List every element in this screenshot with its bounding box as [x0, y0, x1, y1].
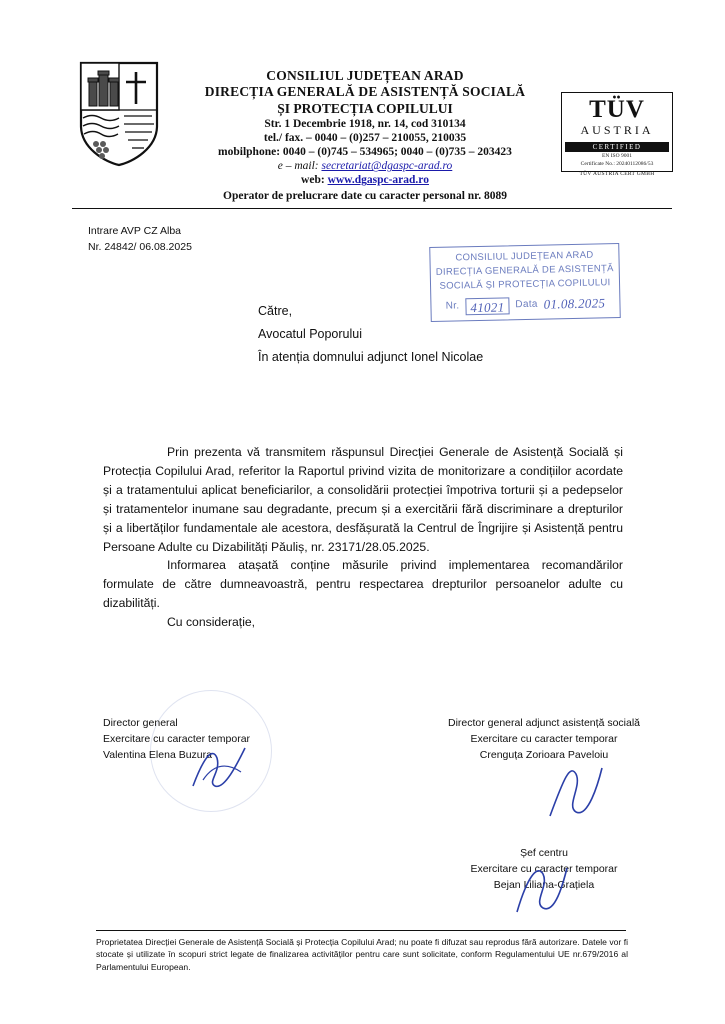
org-address: Str. 1 Decembrie 1918, nr. 14, cod 310134	[264, 118, 466, 131]
tuv-issuer: TÜV AUSTRIA CERT GMBH	[579, 170, 655, 177]
addressee-line-1: Către,	[258, 304, 293, 318]
body-paragraph-1: Prin prezenta vă transmitem răspunsul Direcției Generale de Asistență Socială și Protecția Copilului Arad, referitor la Raportul privind vizita de monitorizare a condițiilor acordate și a tratamentului aplicat beneficiarilor, a consolidării protecției împotriva torturii și a pedepselor și tratamentelor inumane sau degradante, precum și a exercitării fără discriminare a drepturilor și a libertăților fundamentale ale acestora, desfășurată la Centrul de Îngrijire și Asistență pentru Persoane Adulte cu Dizabilități Păuliș, nr. 23171/28.05.2025.	[103, 445, 623, 554]
data-operator-note: Operator de prelucrare date cu caracter personal nr. 8089	[223, 190, 507, 202]
org-email-label: e – mail:	[277, 160, 319, 173]
signature-left-subtitle: Exercitare cu caracter temporar	[103, 732, 251, 745]
signature-mark-right	[540, 760, 610, 820]
org-phone-fax: tel./ fax. – 0040 – (0)257 – 210055, 210035	[263, 132, 467, 145]
footer-divider	[96, 930, 626, 931]
addressee-line-2: Avocatul Poporului	[258, 327, 363, 342]
signature-left-name: Valentina Elena Buzura	[103, 748, 212, 761]
stamp-date-value: 01.08.2025	[543, 295, 606, 312]
body-paragraph-2: Informarea atașată conține măsurile privind implementarea recomandărilor formulate de către dumneavoastră, pentru respectarea drepturilor persoanelor adulte cu dizabilități.	[103, 558, 623, 611]
signature-right-title: Director general adjunct asistență socială	[447, 717, 641, 729]
tuv-certification-badge	[561, 92, 673, 177]
body-paragraph-3: Cu considerație,	[167, 615, 256, 630]
org-web-label: web:	[301, 174, 325, 187]
letterhead	[0, 52, 725, 202]
stamp-line-2: DIRECȚIA GENERALĂ DE ASISTENȚĂ	[435, 262, 614, 278]
stamp-nr-label: Nr.	[445, 300, 460, 313]
org-line-3: ȘI PROTECȚIA COPILULUI	[277, 100, 453, 116]
incoming-registration	[88, 224, 192, 256]
org-mobile: mobilphone: 0040 – (0)745 – 534965; 0040 – (0)735 – 203423	[218, 146, 512, 159]
signature-right-subtitle: Exercitare cu caracter temporar	[470, 732, 618, 745]
org-line-2: DIRECȚIA GENERALĂ DE ASISTENȚĂ SOCIALĂ	[204, 84, 526, 100]
stamp-date-label: Data	[515, 299, 538, 311]
signature-bottom-name: Bejan Liliana-Grațiela	[493, 878, 595, 891]
addressee-block	[258, 300, 483, 369]
org-email-link[interactable]: secretariat@dgaspc-arad.ro	[321, 160, 453, 173]
stamp-nr-value: 41021	[465, 298, 509, 316]
signature-bottom-title: Șef centru	[520, 847, 568, 859]
coat-of-arms-icon	[78, 60, 160, 168]
signature-mark-bottom	[505, 858, 575, 918]
tuv-certified-band: CERTIFIED	[565, 142, 669, 152]
signature-mark-left	[185, 742, 255, 792]
organization-header	[175, 68, 555, 187]
stamp-line-3: SOCIALĂ ȘI PROTECȚIA COPILULUI	[439, 276, 611, 292]
header-divider	[72, 208, 672, 209]
signature-left-title: Director general	[103, 717, 178, 729]
footer-confidentiality-note: Proprietatea Direcției Generale de Asistență Socială și Protecția Copilului Arad; nu poate fi difuzat sau reprodus fără autorizare. Datele vor fi stocate și utilizate în scopuri strict legate de finalizarea activităților pentru care sunt solicitate, conform Regulamentului UE nr.679/2016 al Parlamentului European.	[96, 937, 628, 972]
tuv-certificate-number: Certificate No.: 20240112086/53	[580, 161, 654, 168]
signature-bottom-subtitle: Exercitare cu caracter temporar	[470, 862, 618, 875]
tuv-logo-text: TÜV	[589, 96, 645, 123]
tuv-sub-text: AUSTRIA	[580, 123, 654, 137]
stamp-line-1: CONSILIUL JUDEȚEAN ARAD	[455, 249, 594, 264]
signature-right-name: Crenguța Zorioara Paveloiu	[479, 748, 609, 761]
org-web-link[interactable]: www.dgaspc-arad.ro	[327, 174, 429, 187]
org-line-1: CONSILIUL JUDEȚEAN ARAD	[266, 68, 464, 83]
registration-line-1: Intrare AVP CZ Alba	[88, 225, 181, 237]
tuv-standard: EN ISO 9001	[602, 153, 632, 159]
signature-block-right	[444, 716, 644, 763]
addressee-line-3: În atenția domnului adjunct Ionel Nicolae	[258, 350, 484, 365]
letter-body	[103, 443, 623, 632]
registration-line-2: Nr. 24842/ 06.08.2025	[88, 240, 192, 253]
